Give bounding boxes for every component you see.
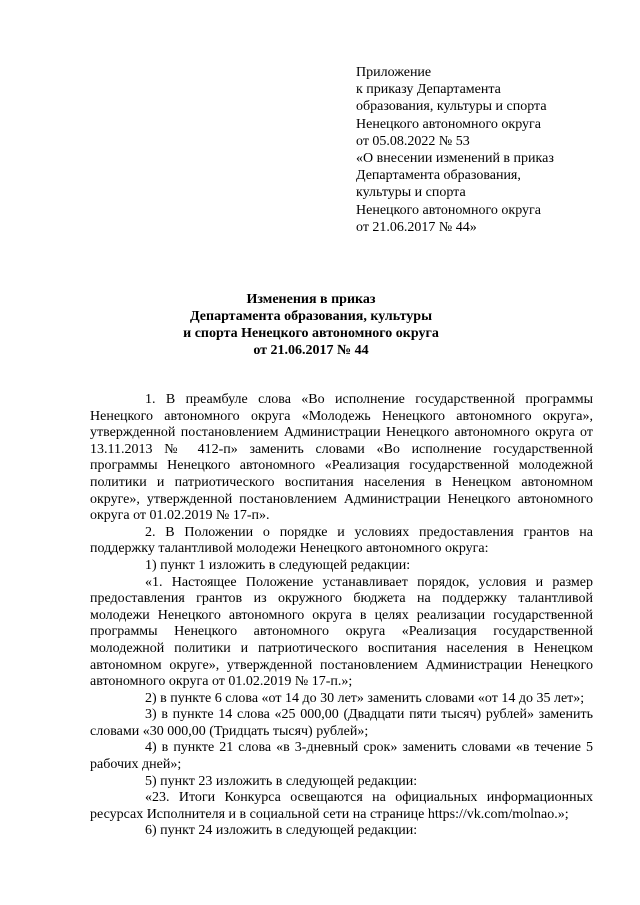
document-body [90,392,593,840]
paragraph-5: 2) в пункте 6 слова «от 14 до 30 лет» заменить словами «от 14 до 35 лет»; [145,690,585,706]
appendix-line: от 05.08.2022 № 53 [356,133,470,149]
appendix-line: к приказу Департамента [356,82,501,98]
paragraph-1: 1. В преамбуле слова «Во исполнение государственной программы Ненецкого автономного округа «Молодежь Ненецкого автономного округа», утвержденной постановлением Администрации Ненецкого автономного округа от 13.11.2013 № 412-п» заменить словами «Во исполнение государственной программы Ненецкого автономного «Реализация государственной молодежной политики и патриотического воспитания населения в Ненецком автономном округе», утвержденной постановлением Администрации Ненецкого автономного округа от 01.02.2019 № 17-п». [90,392,593,524]
paragraph-7: 4) в пункте 21 слова «в 3-дневный срок» заменить словами «в течение 5 рабочих дней»; [90,740,593,773]
appendix-line: «О внесении изменений в приказ [356,151,554,167]
title-line: и спорта Ненецкого автономного округа [183,326,439,341]
appendix-line: Ненецкого автономного округа [356,202,541,218]
title-line: Департамента образования, культуры [190,309,432,324]
appendix-block [356,64,616,236]
paragraph-9: «23. Итоги Конкурса освещаются на официальных информационных ресурсах Исполнителя и в социальной сети на странице https://vk.com/molnao.»; [90,790,593,822]
paragraph-6: 3) в пункте 14 слова «25 000,00 (Двадцати пяти тысяч) рублей» заменить словами «30 000,00 (Тридцать тысяч) рублей»; [90,707,593,739]
appendix-line: от 21.06.2017 № 44» [356,219,477,235]
appendix-line: Приложение [356,65,432,80]
paragraph-10: 6) пункт 24 изложить в следующей редакции: [145,823,418,839]
title-line: Изменения в приказ [246,292,376,307]
document-title [90,291,532,359]
paragraph-8: 5) пункт 23 изложить в следующей редакции: [145,773,418,789]
appendix-line: культуры и спорта [356,185,466,201]
paragraph-3: 1) пункт 1 изложить в следующей редакции: [145,557,411,573]
paragraph-2: 2. В Положении о порядке и условиях предоставления грантов на поддержку талантливой молодежи Ненецкого автономного округа: [90,524,593,557]
title-line: от 21.06.2017 № 44 [253,343,369,358]
appendix-line: Департамента образования, [356,168,521,184]
appendix-line: образования, культуры и спорта [356,99,547,115]
appendix-line: Ненецкого автономного округа [356,116,541,132]
paragraph-4: «1. Настоящее Положение устанавливает порядок, условия и размер предоставления грантов из окружного бюджета на поддержку талантливой молодежи Ненецкого автономного округа в целях реализации государственной программы Ненецкого автономного округа «Реализация государственной молодежной политики и патриотического воспитания населения в Ненецком автономном округе», утвержденной постановлением Администрации Ненецкого автономного округа от 01.02.2019 № 17-п.»; [90,574,593,690]
